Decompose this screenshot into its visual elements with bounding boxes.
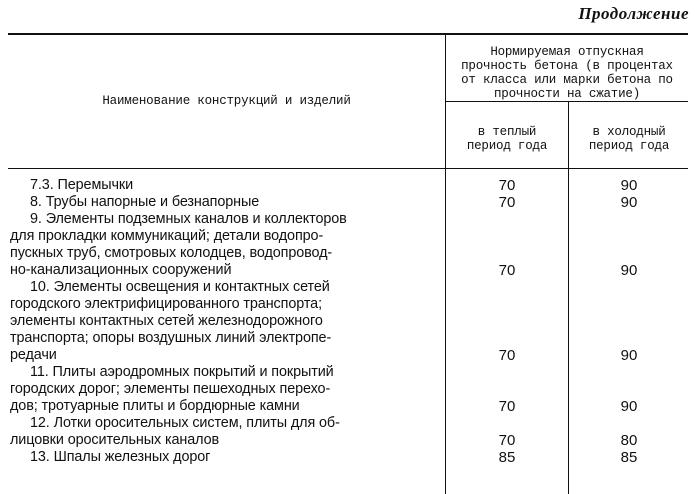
cold-value: 90: [620, 194, 638, 211]
row-name-line: городского электрифицированного транспорта;: [10, 296, 322, 312]
warm-value: 85: [498, 449, 516, 466]
header-cold-period: в холодный период года: [588, 125, 670, 153]
table-row: [0, 177, 697, 194]
row-name-line: но-канализационных сооружений: [10, 262, 232, 278]
row-name-line: пускных труб, смотровых колодцев, водопровод-: [10, 245, 333, 261]
header-bottom-rule: [8, 168, 688, 169]
row-name: [10, 177, 440, 194]
row-name-line: элементы контактных сетей железнодорожного: [10, 313, 323, 329]
row-name: [10, 211, 440, 279]
warm-value: 70: [498, 262, 516, 279]
row-name: [10, 415, 440, 449]
cold-value: 80: [620, 432, 638, 449]
cold-value: 90: [620, 347, 638, 364]
row-name-line: 10. Элементы освещения и контактных сетей: [30, 279, 330, 295]
row-name-line: 9. Элементы подземных каналов и коллекторов: [30, 211, 347, 227]
warm-value: 70: [498, 432, 516, 449]
table-body: [0, 177, 697, 466]
row-name-line: 8. Трубы напорные и безнапорные: [30, 194, 260, 210]
row-name-line: 11. Плиты аэродромных покрытий и покрытий: [30, 364, 334, 380]
cold-value: 90: [620, 398, 638, 415]
row-name: [10, 194, 440, 211]
row-name-line: редачи: [10, 347, 57, 363]
header-sub-rule: [445, 101, 688, 102]
table-row: [0, 449, 697, 466]
continuation-label: Продолжение: [578, 4, 689, 23]
row-name: [10, 364, 440, 415]
row-name-line: транспорта; опоры воздушных линий электропе-: [10, 330, 332, 346]
row-name: [10, 279, 440, 364]
row-name-line: 13. Шпалы железных дорог: [30, 449, 211, 465]
warm-value: 70: [498, 398, 516, 415]
warm-value: 70: [498, 347, 516, 364]
row-name-line: 7.3. Перемычки: [30, 177, 134, 193]
warm-value: 70: [498, 177, 516, 194]
table-row: [0, 211, 697, 279]
header-warm-period: в теплый период года: [466, 125, 548, 153]
table-row: [0, 279, 697, 364]
header-name-column: Наименование конструкций и изделий: [102, 94, 351, 108]
table-row: [0, 415, 697, 449]
warm-value: 70: [498, 194, 516, 211]
header-top-rule: [8, 33, 688, 35]
row-name-line: 12. Лотки оросительных систем, плиты для об-: [30, 415, 340, 431]
table-row: [0, 194, 697, 211]
table-row: [0, 364, 697, 415]
cold-value: 90: [620, 177, 638, 194]
row-name-line: для прокладки коммуникаций; детали водопро-: [10, 228, 324, 244]
cold-value: 90: [620, 262, 638, 279]
header-strength-column: Нормируемая отпускная прочность бетона (в процентах от класса или марки бетона по прочности на сжатие): [461, 45, 673, 101]
row-name: [10, 449, 440, 466]
cold-value: 85: [620, 449, 638, 466]
row-name-line: городских дорог; элементы пешеходных перехо-: [10, 381, 331, 397]
row-name-line: лицовки оросительных каналов: [10, 432, 220, 448]
row-name-line: дов; тротуарные плиты и бордюрные камни: [10, 398, 300, 414]
